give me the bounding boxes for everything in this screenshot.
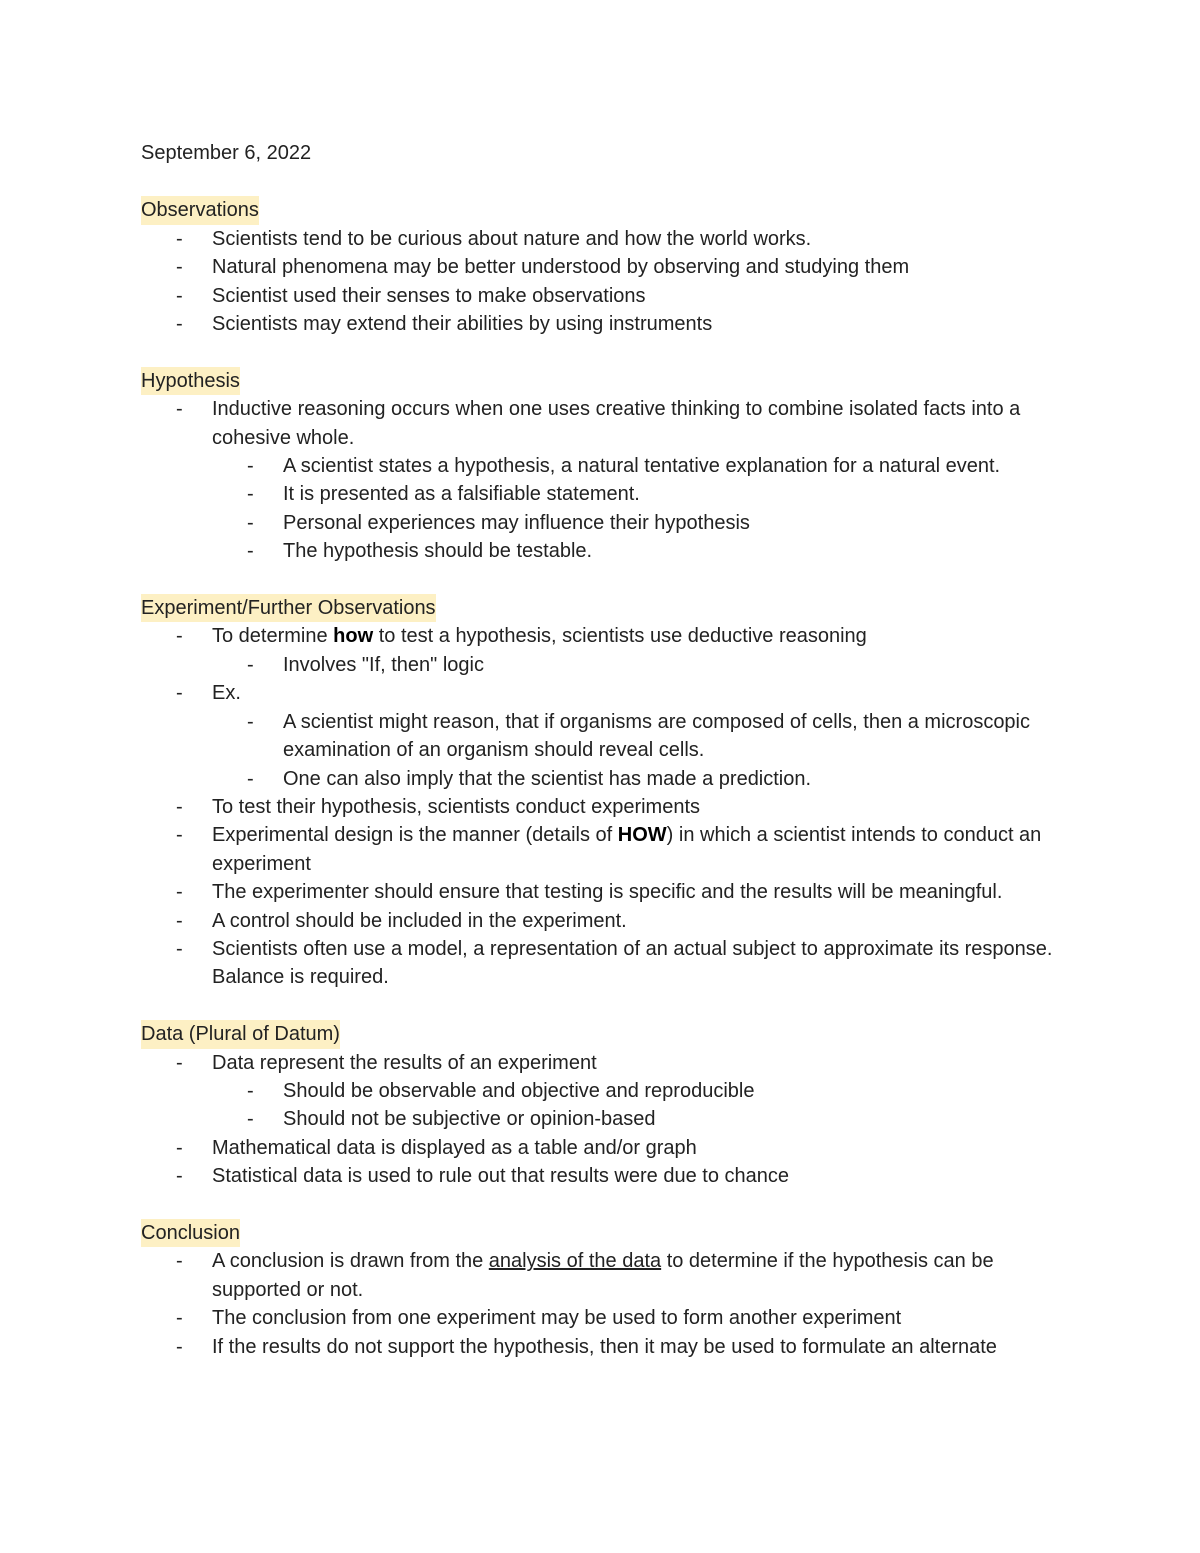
sub-list-item: - One can also imply that the scientist has made a prediction. — [247, 767, 812, 790]
sub-bullet-list — [212, 708, 1071, 793]
section-conclusion — [141, 1219, 1071, 1361]
section-heading: Conclusion — [141, 1219, 240, 1247]
bullet-list — [141, 1049, 1071, 1191]
bullet-list — [141, 622, 1071, 991]
list-item: - If the results do not support the hypothesis, then it may be used to formulate an alternate — [176, 1335, 997, 1358]
sub-list-item: - A scientist might reason, that if organisms are composed of cells, then a microscopic examination of an organism should reveal cells. — [247, 710, 1031, 762]
list-item: - The experimenter should ensure that testing is specific and the results will be meaningful. — [176, 881, 1003, 904]
section-experiment — [141, 594, 1071, 992]
section-heading: Hypothesis — [141, 367, 240, 395]
list-item: - The conclusion from one experiment may be used to form another experiment — [176, 1307, 902, 1330]
list-item: - Inductive reasoning occurs when one uses creative thinking to combine isolated facts into a cohesive whole. - A scientist states a hypothesis, a natural tentative explanation for a natural event. - It is presented as a falsifiable statement. - Personal experiences may influence their hypothesis - The hypothesis should be testable. — [212, 395, 1071, 565]
section-heading: Experiment/Further Observations — [141, 594, 436, 622]
bullet-list — [141, 395, 1071, 565]
document-body — [141, 139, 1071, 1389]
document-date: September 6, 2022 — [141, 142, 312, 164]
list-item: - A control should be included in the experiment. — [176, 909, 627, 932]
list-item: - Mathematical data is displayed as a table and/or graph — [176, 1136, 697, 1159]
sub-list-item: - It is presented as a falsifiable statement. — [247, 483, 640, 506]
list-item: - Ex. - A scientist might reason, that if organisms are composed of cells, then a microscopic examination of an organism should reveal cells. - One can also imply that the scientist has made a prediction. — [212, 679, 1071, 793]
sub-list-item: - Personal experiences may influence their hypothesis — [247, 511, 750, 534]
list-item: - Statistical data is used to rule out that results were due to chance — [176, 1165, 789, 1188]
list-item: - To test their hypothesis, scientists conduct experiments — [176, 795, 701, 818]
section-observations — [141, 196, 1071, 338]
sub-list-item: - Should not be subjective or opinion-based — [247, 1108, 656, 1131]
sub-bullet-list — [212, 651, 1071, 679]
list-item: - Scientists may extend their abilities by using instruments — [176, 313, 713, 336]
sub-bullet-list — [212, 1077, 1071, 1134]
list-item: - Scientists often use a model, a representation of an actual subject to approximate its response. Balance is required. — [176, 937, 1053, 989]
bullet-list — [141, 1247, 1071, 1361]
sub-list-item: - A scientist states a hypothesis, a natural tentative explanation for a natural event. — [247, 455, 1001, 478]
sub-list-item: - Involves "If, then" logic — [247, 653, 484, 676]
list-item: - Natural phenomena may be better understood by observing and studying them — [176, 256, 910, 279]
sub-list-item: - The hypothesis should be testable. — [247, 540, 593, 563]
section-heading: Data (Plural of Datum) — [141, 1020, 340, 1048]
list-item: - A conclusion is drawn from the analysis of the data to determine if the hypothesis can be supported or not. — [176, 1250, 994, 1301]
section-data — [141, 1020, 1071, 1190]
list-item: - To determine how to test a hypothesis, scientists use deductive reasoning - Involves "If, then" logic — [212, 622, 1071, 679]
sub-list-item: - Should be observable and objective and reproducible — [247, 1079, 755, 1102]
list-item: - Experimental design is the manner (details of HOW) in which a scientist intends to conduct an experiment — [176, 824, 1042, 875]
list-item: - Scientist used their senses to make observations — [176, 284, 646, 307]
section-heading: Observations — [141, 196, 259, 224]
list-item: - Scientists tend to be curious about nature and how the world works. — [176, 227, 812, 250]
section-hypothesis — [141, 367, 1071, 566]
bullet-list — [141, 225, 1071, 339]
sub-bullet-list — [212, 452, 1071, 566]
list-item: - Data represent the results of an experiment - Should be observable and objective and reproducible - Should not be subjective or opinion-based — [212, 1049, 1071, 1134]
